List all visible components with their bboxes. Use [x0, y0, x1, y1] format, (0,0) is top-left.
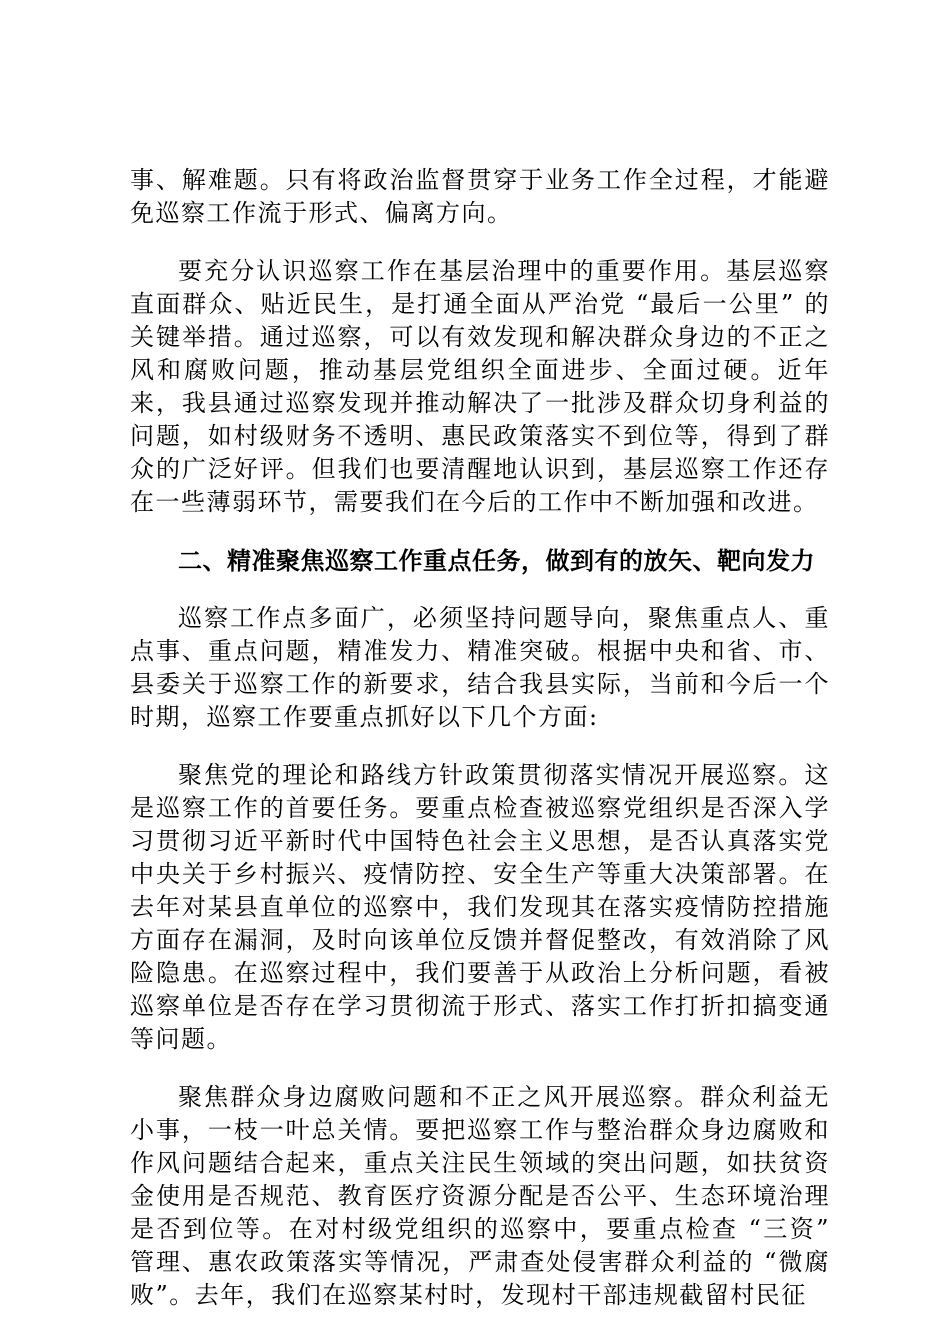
paragraph-grassroots-role: 要充分认识巡察工作在基层治理中的重要作用。基层巡察直面群众、贴近民生，是打通全面从严治党 “最后一公里” 的关键举措。通过巡察，可以有效发现和解决群众身边的不正之风和腐败问题，推动基层党组织全面进步、全面过硬。近年来，我县通过巡察发现并推动解决了一批涉及群众切身利益的问题，如村级财务不透明、惠民政策落实不到位等，得到了群众的广泛好评。但我们也要清醒地认识到，基层巡察工作还存在一些薄弱环节，需要我们在今后的工作中不断加强和改进。	[130, 257, 830, 516]
paragraph-grassroots-corruption: 聚焦群众身边腐败问题和不正之风开展巡察。群众利益无小事，一枝一叶总关情。要把巡察工作与整治群众身边腐败和作风问题结合起来，重点关注民生领域的突出问题，如扶贫资金使用是否规范、教育医疗资源分配是否公平、生态环境治理是否到位等。在对村级党组织的巡察中，要重点检查 “三资” 管理、惠农政策落实等情况，严肃查处侵害群众利益的 “微腐败”。去年，我们在巡察某村时，发现村干部违规截留村民征	[130, 1083, 830, 1309]
section-heading-2: 二、精准聚焦巡察工作重点任务，做到有的放矢、靶向发力	[178, 546, 815, 575]
paragraph-problem-orientation: 巡察工作点多面广，必须坚持问题导向，聚焦重点人、重点事、重点问题，精准发力、精准突破。根据中央和省、市、县委关于巡察工作的新要求，结合我县实际，当前和今后一个时期，巡察工作要重点抓好以下几个方面:	[130, 604, 830, 731]
document-body	[130, 164, 830, 1337]
paragraph-policy-implementation: 聚焦党的理论和路线方针政策贯彻落实情况开展巡察。这是巡察工作的首要任务。要重点检查被巡察党组织是否深入学习贯彻习近平新时代中国特色社会主义思想，是否认真落实党中央关于乡村振兴、疫情防控、安全生产等重大决策部署。在去年对某县直单位的巡察中，我们发现其在落实疫情防控措施方面存在漏洞，及时向该单位反馈并督促整改，有效消除了风险隐患。在巡察过程中，我们要善于从政治上分析问题，看被巡察单位是否存在学习贯彻流于形式、落实工作打折扣搞变通等问题。	[130, 761, 830, 1053]
paragraph-continuation: 事、解难题。只有将政治监督贯穿于业务工作全过程，才能避免巡察工作流于形式、偏离方向。	[130, 166, 830, 227]
